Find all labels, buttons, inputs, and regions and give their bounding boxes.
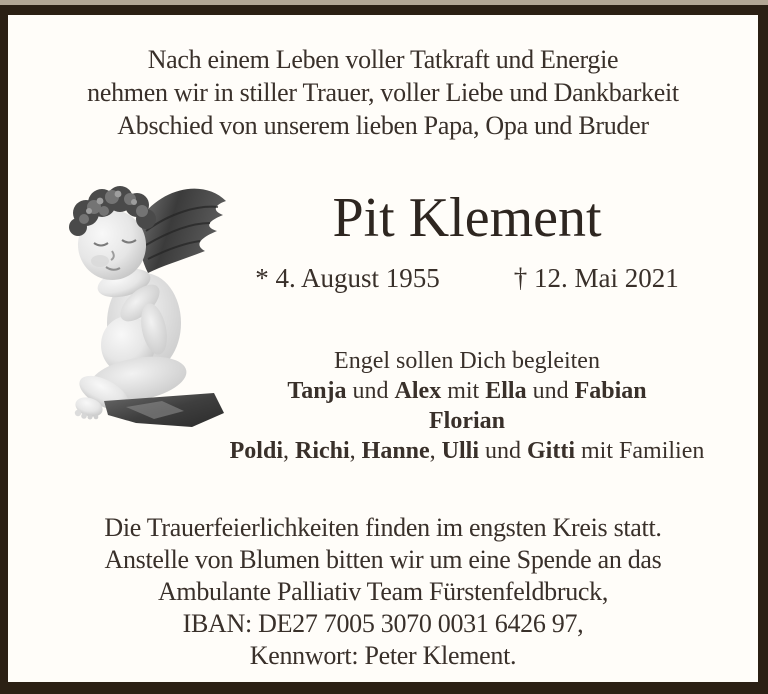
closing-line: IBAN: DE27 7005 3070 0031 6426 97, xyxy=(182,609,584,638)
life-dates xyxy=(176,262,758,294)
closing-line: Die Trauerfeierlichkeiten finden im engsten Kreis statt. xyxy=(104,513,662,542)
epitaph-line: Engel sollen Dich begleiten xyxy=(334,347,600,374)
mourners-line: Tanja und Alex mit Ella und Fabian xyxy=(287,377,647,404)
deceased-name: Pit Klement xyxy=(332,187,602,249)
closing-line: Anstelle von Blumen bitten wir um eine Spende an das xyxy=(104,545,662,574)
mourners-line: Florian xyxy=(429,407,505,434)
closing-line: Ambulante Palliativ Team Fürstenfeldbruck, xyxy=(157,577,609,606)
closing-line: Kennwort: Peter Klement. xyxy=(249,641,517,670)
intro-line: Nach einem Leben voller Tatkraft und Energie xyxy=(147,45,619,74)
epitaph-block xyxy=(176,346,758,466)
intro-line: Abschied von unserem lieben Papa, Opa und Bruder xyxy=(117,111,649,140)
mourners-line: Poldi, Richi, Hanne, Ulli und Gitti mit Familien xyxy=(229,437,705,464)
birth-date: * 4. August 1955 xyxy=(255,262,440,293)
notice-border-frame xyxy=(0,5,768,694)
main-column xyxy=(176,161,758,466)
intro-paragraph xyxy=(8,43,758,142)
notice-page xyxy=(8,15,758,682)
death-date: † 12. Mai 2021 xyxy=(513,262,679,293)
closing-paragraph xyxy=(8,512,758,672)
intro-line: nehmen wir in stiller Trauer, voller Liebe und Dankbarkeit xyxy=(87,78,679,107)
